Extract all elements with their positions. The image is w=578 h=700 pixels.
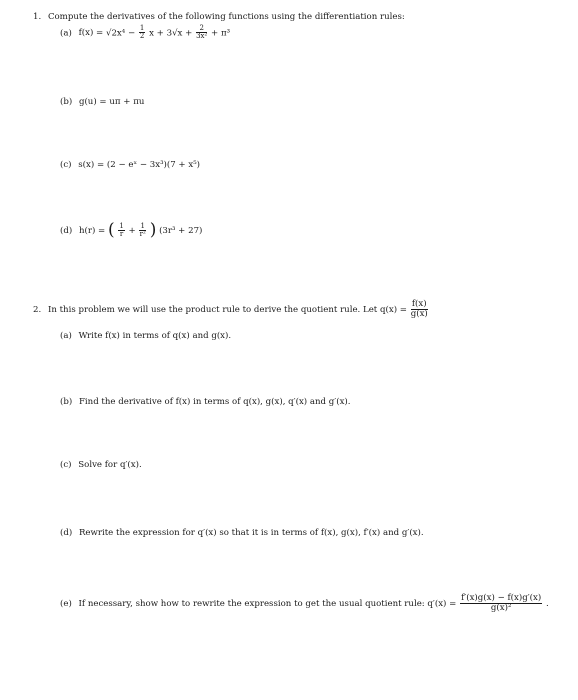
part-text: Solve for q′(x). [78, 460, 142, 470]
q1-part-c [60, 160, 200, 170]
expr-term: x + 3√x + [149, 28, 193, 39]
fraction-numerator: f(x) [411, 299, 427, 309]
part-label: (e) [60, 599, 72, 610]
q2-part-e [60, 594, 549, 613]
fraction-numerator: 2 [196, 25, 207, 33]
part-label: (c) [60, 160, 72, 170]
q1-part-d [60, 222, 202, 239]
fraction-denominator: r [119, 230, 124, 238]
fraction-denominator: 3x² [196, 32, 208, 41]
part-text: Rewrite the expression for q′(x) so that it is in terms of f(x), g(x), f′(x) and g′(x). [78, 528, 424, 538]
fraction-denominator: g(x) [410, 309, 428, 320]
expr-term: + π³ [211, 28, 231, 39]
fraction-numerator: 1 [139, 24, 145, 32]
expr-tail: (3r³ + 27) [159, 226, 203, 236]
part-text: If necessary, show how to rewrite the expression to get the usual quotient rule: q′(x) = [78, 599, 457, 610]
q1-part-b [60, 97, 144, 107]
period: . [545, 599, 549, 610]
fraction-numerator: f′(x)g(x) − f(x)g′(x) [461, 593, 542, 603]
fraction-numerator: 1 [119, 221, 124, 230]
q2-part-a [60, 331, 231, 341]
part-text: Find the derivative of f(x) in terms of q(x), g(x), q′(x) and g′(x). [78, 397, 351, 407]
part-label: (c) [60, 460, 72, 470]
part-label: (d) [60, 226, 73, 236]
part-text: Write f(x) in terms of q(x) and g(x). [78, 331, 232, 341]
fraction-half [139, 25, 145, 41]
fraction-numerator: 1 [140, 221, 145, 230]
left-paren: ( [107, 220, 115, 240]
plus-sign: + [128, 226, 136, 236]
right-paren: ) [149, 220, 157, 240]
fraction-denominator: 2 [139, 32, 145, 41]
part-label: (b) [60, 97, 73, 107]
fraction-one-over-r-squared [139, 223, 145, 239]
question-prompt: Compute the derivatives of the following functions using the differentiation rules: [47, 12, 405, 22]
part-label: (a) [60, 331, 72, 341]
question-prompt: In this problem we will use the product rule to derive the quotient rule. Let q(x) = [47, 305, 407, 316]
part-label: (b) [60, 397, 73, 407]
expr-lhs: h(r) = [78, 226, 106, 236]
expr: s(x) = (2 − eˣ − 3x³)(7 + x⁵) [78, 160, 201, 170]
question-2-header [33, 300, 429, 319]
q2-part-d [60, 528, 424, 538]
fraction-denominator: g(x)² [490, 603, 512, 614]
quotient-fraction [411, 300, 428, 319]
part-label: (a) [60, 28, 72, 39]
part-label: (d) [60, 528, 73, 538]
expr: g(u) = uπ + πu [78, 97, 145, 107]
question-1-header [33, 12, 405, 22]
fraction-one-over-r [118, 223, 124, 239]
fraction-term [196, 25, 207, 41]
q2-part-c [60, 460, 142, 470]
q2-part-b [60, 397, 351, 407]
expr-lhs: f(x) = [78, 28, 104, 39]
quotient-rule-fraction [460, 594, 542, 613]
question-number: 2. [33, 305, 42, 316]
expr-term: √2x⁴ − [105, 28, 136, 39]
question-number: 1. [33, 12, 42, 22]
fraction-denominator: r² [139, 230, 146, 238]
q1-part-a [60, 25, 230, 41]
